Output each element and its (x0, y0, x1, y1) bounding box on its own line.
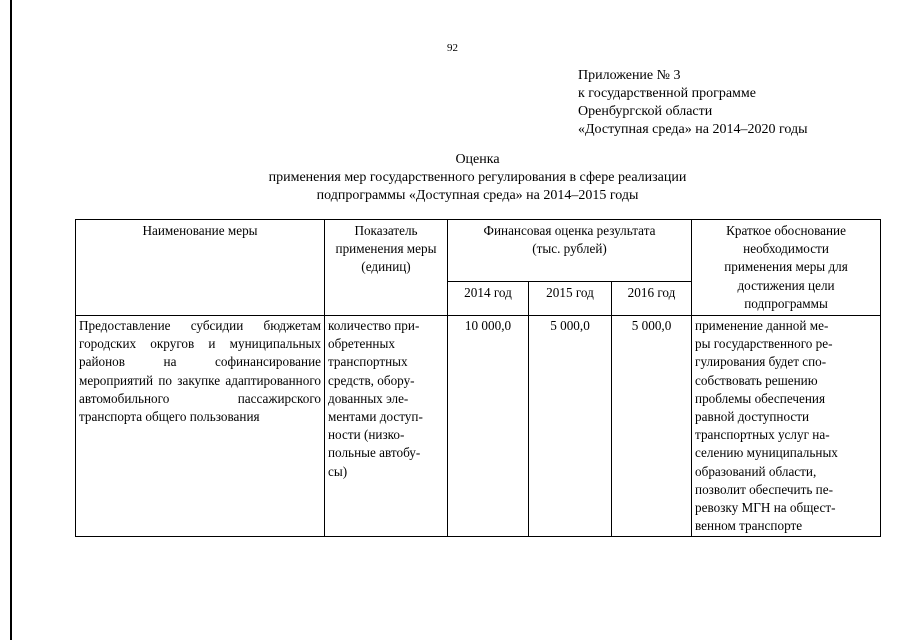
indicator-line: транспортных (328, 354, 408, 370)
document-title (195, 151, 760, 205)
header-year-2015: 2015 год (529, 281, 612, 315)
indicator-line: обретенных (328, 336, 395, 352)
indicator-line: дованных эле- (328, 390, 409, 406)
justification-line: собствовать решению (695, 372, 818, 388)
justification-line: позволит обеспечить пе- (695, 481, 833, 497)
header-justification (692, 220, 881, 316)
indicator-line: средств, обору- (328, 372, 415, 388)
indicator-line: ности (низко- (328, 427, 405, 443)
cell-value-2014: 10 000,0 (448, 316, 529, 537)
measures-table (75, 219, 881, 537)
indicator-line: количество при- (328, 318, 420, 334)
header-justification-line: применения меры для (724, 259, 848, 275)
page-number: 92 (447, 42, 458, 54)
title-line: Оценка (455, 152, 500, 167)
header-measure-name: Наименование меры (76, 220, 325, 316)
title-line: применения мер государственного регулирования в сфере реализации (268, 170, 687, 185)
appendix-line: к государственной программе (578, 86, 756, 101)
header-indicator-line: Показатель (354, 223, 418, 238)
table-header-row (76, 220, 881, 282)
header-indicator-line: (единиц) (361, 259, 411, 275)
header-justification-line: достижения цели (737, 277, 835, 293)
cell-indicator (325, 316, 448, 537)
header-justification-line: подпрограммы (744, 295, 828, 311)
justification-line: применение данной ме- (695, 318, 829, 334)
header-indicator (325, 220, 448, 316)
cell-value-2016: 5 000,0 (612, 316, 692, 537)
indicator-line: польные автобу- (328, 445, 421, 461)
justification-line: ры государственного ре- (695, 336, 833, 352)
justification-line: проблемы обеспечения (695, 390, 826, 406)
justification-line: венном транспорте (695, 518, 803, 534)
cell-value-2015: 5 000,0 (529, 316, 612, 537)
indicator-line: ментами доступ- (328, 409, 423, 425)
appendix-header (578, 67, 808, 139)
appendix-line: Приложение № 3 (578, 68, 681, 83)
appendix-line: «Доступная среда» на 2014–2020 годы (578, 122, 808, 137)
header-financial-line: (тыс. рублей) (532, 241, 607, 257)
justification-line: ревозку МГН на общест- (695, 500, 836, 516)
header-year-2016: 2016 год (612, 281, 692, 315)
justification-line: образований области, (695, 463, 817, 479)
justification-line: селению муниципальных (695, 445, 838, 461)
appendix-line: Оренбургской области (578, 104, 713, 119)
header-indicator-line: применения меры (335, 241, 437, 257)
table-row (76, 316, 881, 537)
justification-line: транспортных услуг на- (695, 427, 830, 443)
header-financial-line: Финансовая оценка результата (483, 223, 656, 238)
header-financial-estimate (448, 220, 692, 282)
justification-line: гулирования будет спо- (695, 354, 827, 370)
title-line: подпрограммы «Доступная среда» на 2014–2015 годы (316, 188, 639, 203)
cell-justification (692, 316, 881, 537)
header-year-2014: 2014 год (448, 281, 529, 315)
cell-measure: Предоставление субсидии бюджетам городских округов и муниципальных районов на софинансирование мероприятий по закупке адаптированного автомобильного пассажирского транспорта общего пользования (76, 316, 325, 537)
header-justification-line: необходимости (743, 241, 829, 257)
indicator-line: сы) (328, 463, 348, 479)
page-binding-line (10, 0, 12, 640)
header-justification-line: Краткое обоснование (726, 223, 846, 238)
justification-line: равной доступности (695, 409, 810, 425)
